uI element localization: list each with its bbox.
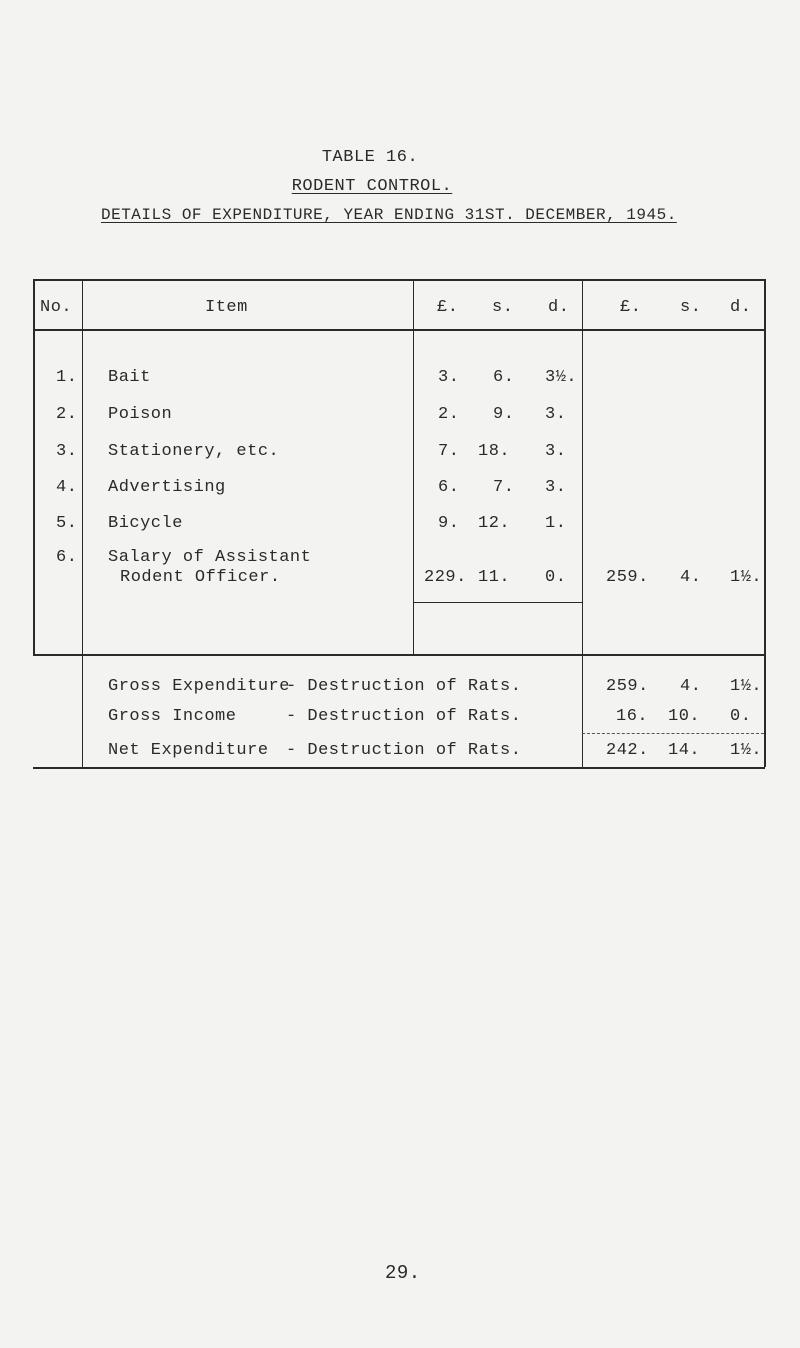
summary-pounds: 259.: [606, 677, 649, 696]
col-header-total-shillings: s.: [680, 298, 702, 317]
row-no: 3.: [56, 442, 78, 461]
row-no: 2.: [56, 405, 78, 424]
row-no: 4.: [56, 478, 78, 497]
col-header-item: Item: [205, 298, 248, 317]
col-header-shillings: s.: [492, 298, 514, 317]
summary-desc: - Destruction of Rats.: [286, 707, 522, 726]
row-shillings: 6.: [493, 368, 515, 387]
row-shillings: 12.: [478, 514, 511, 533]
section-title: RODENT CONTROL.: [291, 177, 453, 196]
summary-pounds: 16.: [616, 707, 649, 726]
row-pence: 3½.: [545, 368, 578, 387]
col-header-pounds: £.: [437, 298, 459, 317]
summary-desc: - Destruction of Rats.: [286, 741, 522, 760]
row-pounds: 229.: [424, 568, 467, 587]
row-pence: 1.: [545, 514, 567, 533]
row-item: Bicycle: [108, 514, 183, 533]
row-pounds: 3.: [438, 368, 460, 387]
summary-label: Gross Income: [108, 707, 237, 726]
row-item: Advertising: [108, 478, 226, 497]
summary-shillings: 10.: [668, 707, 701, 726]
row-pence: 3.: [545, 478, 567, 497]
summary-pence: 1½.: [730, 677, 763, 696]
row-item: Poison: [108, 405, 173, 424]
total-shillings: 4.: [680, 568, 702, 587]
summary-shillings: 14.: [668, 741, 701, 760]
summary-desc: - Destruction of Rats.: [286, 677, 522, 696]
col-header-total-pence: d.: [730, 298, 752, 317]
row-item: Stationery, etc.: [108, 442, 280, 461]
row-shillings: 9.: [493, 405, 515, 424]
total-pence: 1½.: [730, 568, 763, 587]
row-shillings: 11.: [478, 568, 511, 587]
row-no: 1.: [56, 368, 78, 387]
summary-shillings: 4.: [680, 677, 702, 696]
row-shillings: 7.: [493, 478, 515, 497]
row-no: 5.: [56, 514, 78, 533]
row-pounds: 7.: [438, 442, 460, 461]
row-pounds: 9.: [438, 514, 460, 533]
row-pence: 0.: [545, 568, 567, 587]
page-number: 29.: [385, 1262, 421, 1284]
summary-label: Gross Expenditure: [108, 677, 290, 696]
row-item: Salary of Assistant: [108, 548, 312, 567]
row-pence: 3.: [545, 405, 567, 424]
summary-pounds: 242.: [606, 741, 649, 760]
summary-pence: 0.: [730, 707, 752, 726]
row-no: 6.: [56, 548, 78, 567]
row-pounds: 6.: [438, 478, 460, 497]
page-subtitle: DETAILS OF EXPENDITURE, YEAR ENDING 31ST. DECEMBER, 1945.: [101, 206, 677, 224]
summary-pence: 1½.: [730, 741, 763, 760]
total-pounds: 259.: [606, 568, 649, 587]
table-label: TABLE 16.: [321, 148, 419, 167]
col-header-total-pounds: £.: [620, 298, 642, 317]
row-shillings: 18.: [478, 442, 511, 461]
summary-label: Net Expenditure: [108, 741, 269, 760]
col-header-no: No.: [40, 298, 73, 317]
row-pounds: 2.: [438, 405, 460, 424]
col-header-pence: d.: [548, 298, 570, 317]
row-item: Bait: [108, 368, 151, 387]
row-item-cont: Rodent Officer.: [120, 568, 281, 587]
row-pence: 3.: [545, 442, 567, 461]
